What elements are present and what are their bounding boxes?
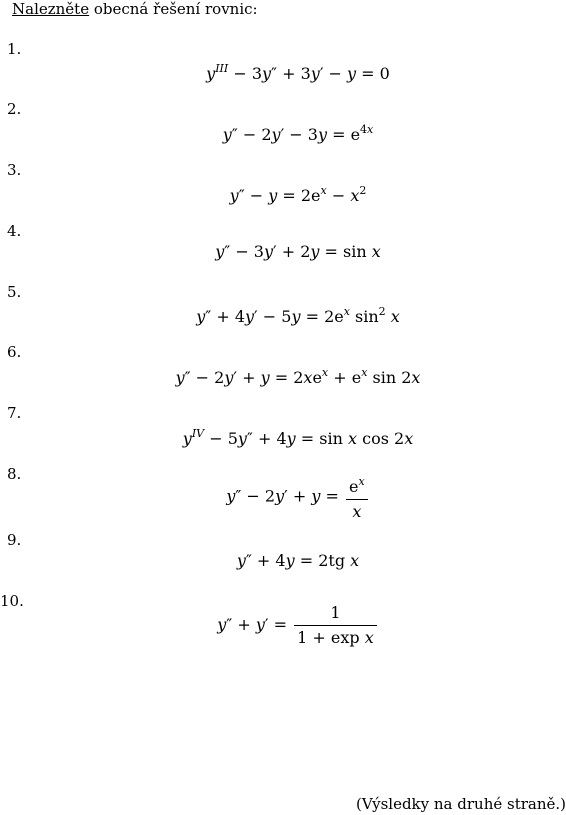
problem-number: 9.	[7, 531, 22, 549]
heading-text: obecná řešení rovnic:	[89, 0, 258, 18]
equation-2: $y'' - 2y' - 3y = e^{4x}$	[222, 123, 374, 144]
problem-number: 2.	[7, 100, 22, 118]
problem-number: 6.	[7, 343, 22, 361]
problem-number: 1.	[7, 40, 22, 58]
problem-number: 5.	[7, 283, 22, 301]
equation-7: $y^{IV} - 5y'' + 4y = \sin x$ cos 2x	[182, 427, 414, 448]
equation-1: $y^{III} - 3y'' + 3y' - y = 0$	[206, 62, 390, 83]
equation-4: y″ − 3y′ + 2y = sin x	[215, 242, 381, 261]
equation-6: $y'' - 2y' + y = 2xe^x + e^x$ sin 2x	[175, 366, 421, 387]
equation-8: y″ − 2y′ + y = $\frac{e^x}{x}$	[0, 472, 566, 522]
problem-number: 4.	[7, 222, 22, 240]
results-note: (Výsledky na druhé straně.)	[356, 795, 566, 813]
problem-number: 7.	[7, 404, 22, 422]
problem-number: 10.	[0, 592, 24, 610]
fraction: $\frac{e^x}{x}$	[346, 472, 368, 522]
problem-number: 3.	[7, 161, 22, 179]
problem-number: 8.	[7, 465, 22, 483]
heading-underlined-word: Nalezněte	[12, 0, 90, 18]
equation-5: $y'' + 4y' - 5y = 2e^x$ $\sin^2 x$	[196, 305, 400, 326]
equation-9: y″ + 4y = 2tg x	[236, 551, 360, 570]
fraction: $\frac{1}{\text{1 + exp x}}$	[294, 603, 377, 648]
equation-10: y″ + y′ = $\frac{1}{\text{1 + exp x}}$	[0, 603, 566, 648]
assignment-heading	[12, 0, 258, 18]
equation-3: $y'' - y = 2e^x - x^2$	[229, 184, 367, 205]
